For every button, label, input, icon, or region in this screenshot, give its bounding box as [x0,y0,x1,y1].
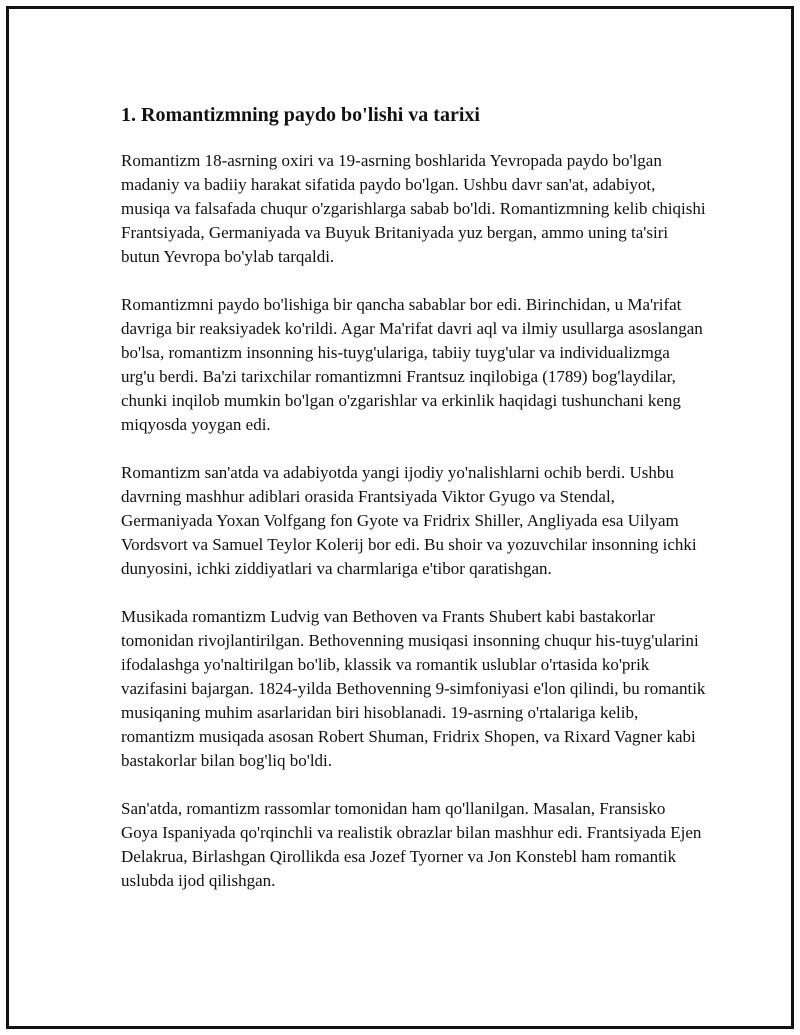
paragraph: Musikada romantizm Ludvig van Bethoven va Frants Shubert kabi bastakorlar tomonidan rivojlantirilgan. Bethovenning musiqasi insonning chuqur his-tuyg'ularini ifodalashga yo'naltirilgan bo'lib, klassik va romantik uslublar o'rtasida ko'prik vazifasini bajargan. 1824-yilda Bethovenning 9-simfoniyasi e'lon qilindi, bu romantik musiqaning muhim asarlaridan biri hisoblanadi. 19-asrning o'rtalariga kelib, romantizm musiqada asosan Robert Shuman, Fridrix Shopen, va Rixard Vagner kabi bastakorlar bilan bog'liq bo'ldi. [121,607,706,770]
paragraph: Romantizm 18-asrning oxiri va 19-asrning boshlarida Yevropada paydo bo'lgan madaniy va badiiy harakat sifatida paydo bo'lgan. Ushbu davr san'at, adabiyot, musiqa va falsafada chuqur o'zgarishlarga sabab bo'ldi. Romantizmning kelib chiqishi Frantsiyada, Germaniyada va Buyuk Britaniyada yuz bergan, ammo uning ta'siri butun Yevropa bo'ylab tarqaldi. [121,151,706,266]
paragraph: San'atda, romantizm rassomlar tomonidan ham qo'llanilgan. Masalan, Fransisko Goya Ispaniyada qo'rqinchli va realistik obrazlar bilan mashhur edi. Frantsiyada Ejen Delakrua, Birlashgan Qirollikda esa Jozef Tyorner va Jon Konstebl ham romantik uslubda ijod qilishgan. [121,799,702,890]
paragraph: Romantizmni paydo bo'lishiga bir qancha sabablar bor edi. Birinchidan, u Ma'rifat davriga bir reaksiyadek ko'rildi. Agar Ma'rifat davri aql va ilmiy usullarga asoslangan bo'lsa, romantizm insonning his-tuyg'ulariga, tabiiy tuyg'ular va individualizmga urg'u berdi. Ba'zi tarixchilar romantizmni Frantsuz inqilobiga (1789) bog'laydilar, chunki inqilob mumkin bo'lgan o'zgarishlar va erkinlik haqidagi tushunchani keng miqyosda yoygan edi. [121,295,703,434]
document-body [121,93,706,917]
paragraph: Romantizm san'atda va adabiyotda yangi ijodiy yo'nalishlarni ochib berdi. Ushbu davrning mashhur adiblari orasida Frantsiyada Viktor Gyugo va Stendal, Germaniyada Yoxan Volfgang fon Gyote va Fridrix Shiller, Angliyada esa Uilyam Vordsvort va Samuel Teylor Kolerij bor edi. Bu shoir va yozuvchilar insonning ichki dunyosini, ichki ziddiyatlari va charmlariga e'tibor qaratishgan. [121,463,697,578]
section-heading: 1. Romantizmning paydo bo'lishi va tarixi [121,104,480,126]
page-border [6,6,794,1029]
